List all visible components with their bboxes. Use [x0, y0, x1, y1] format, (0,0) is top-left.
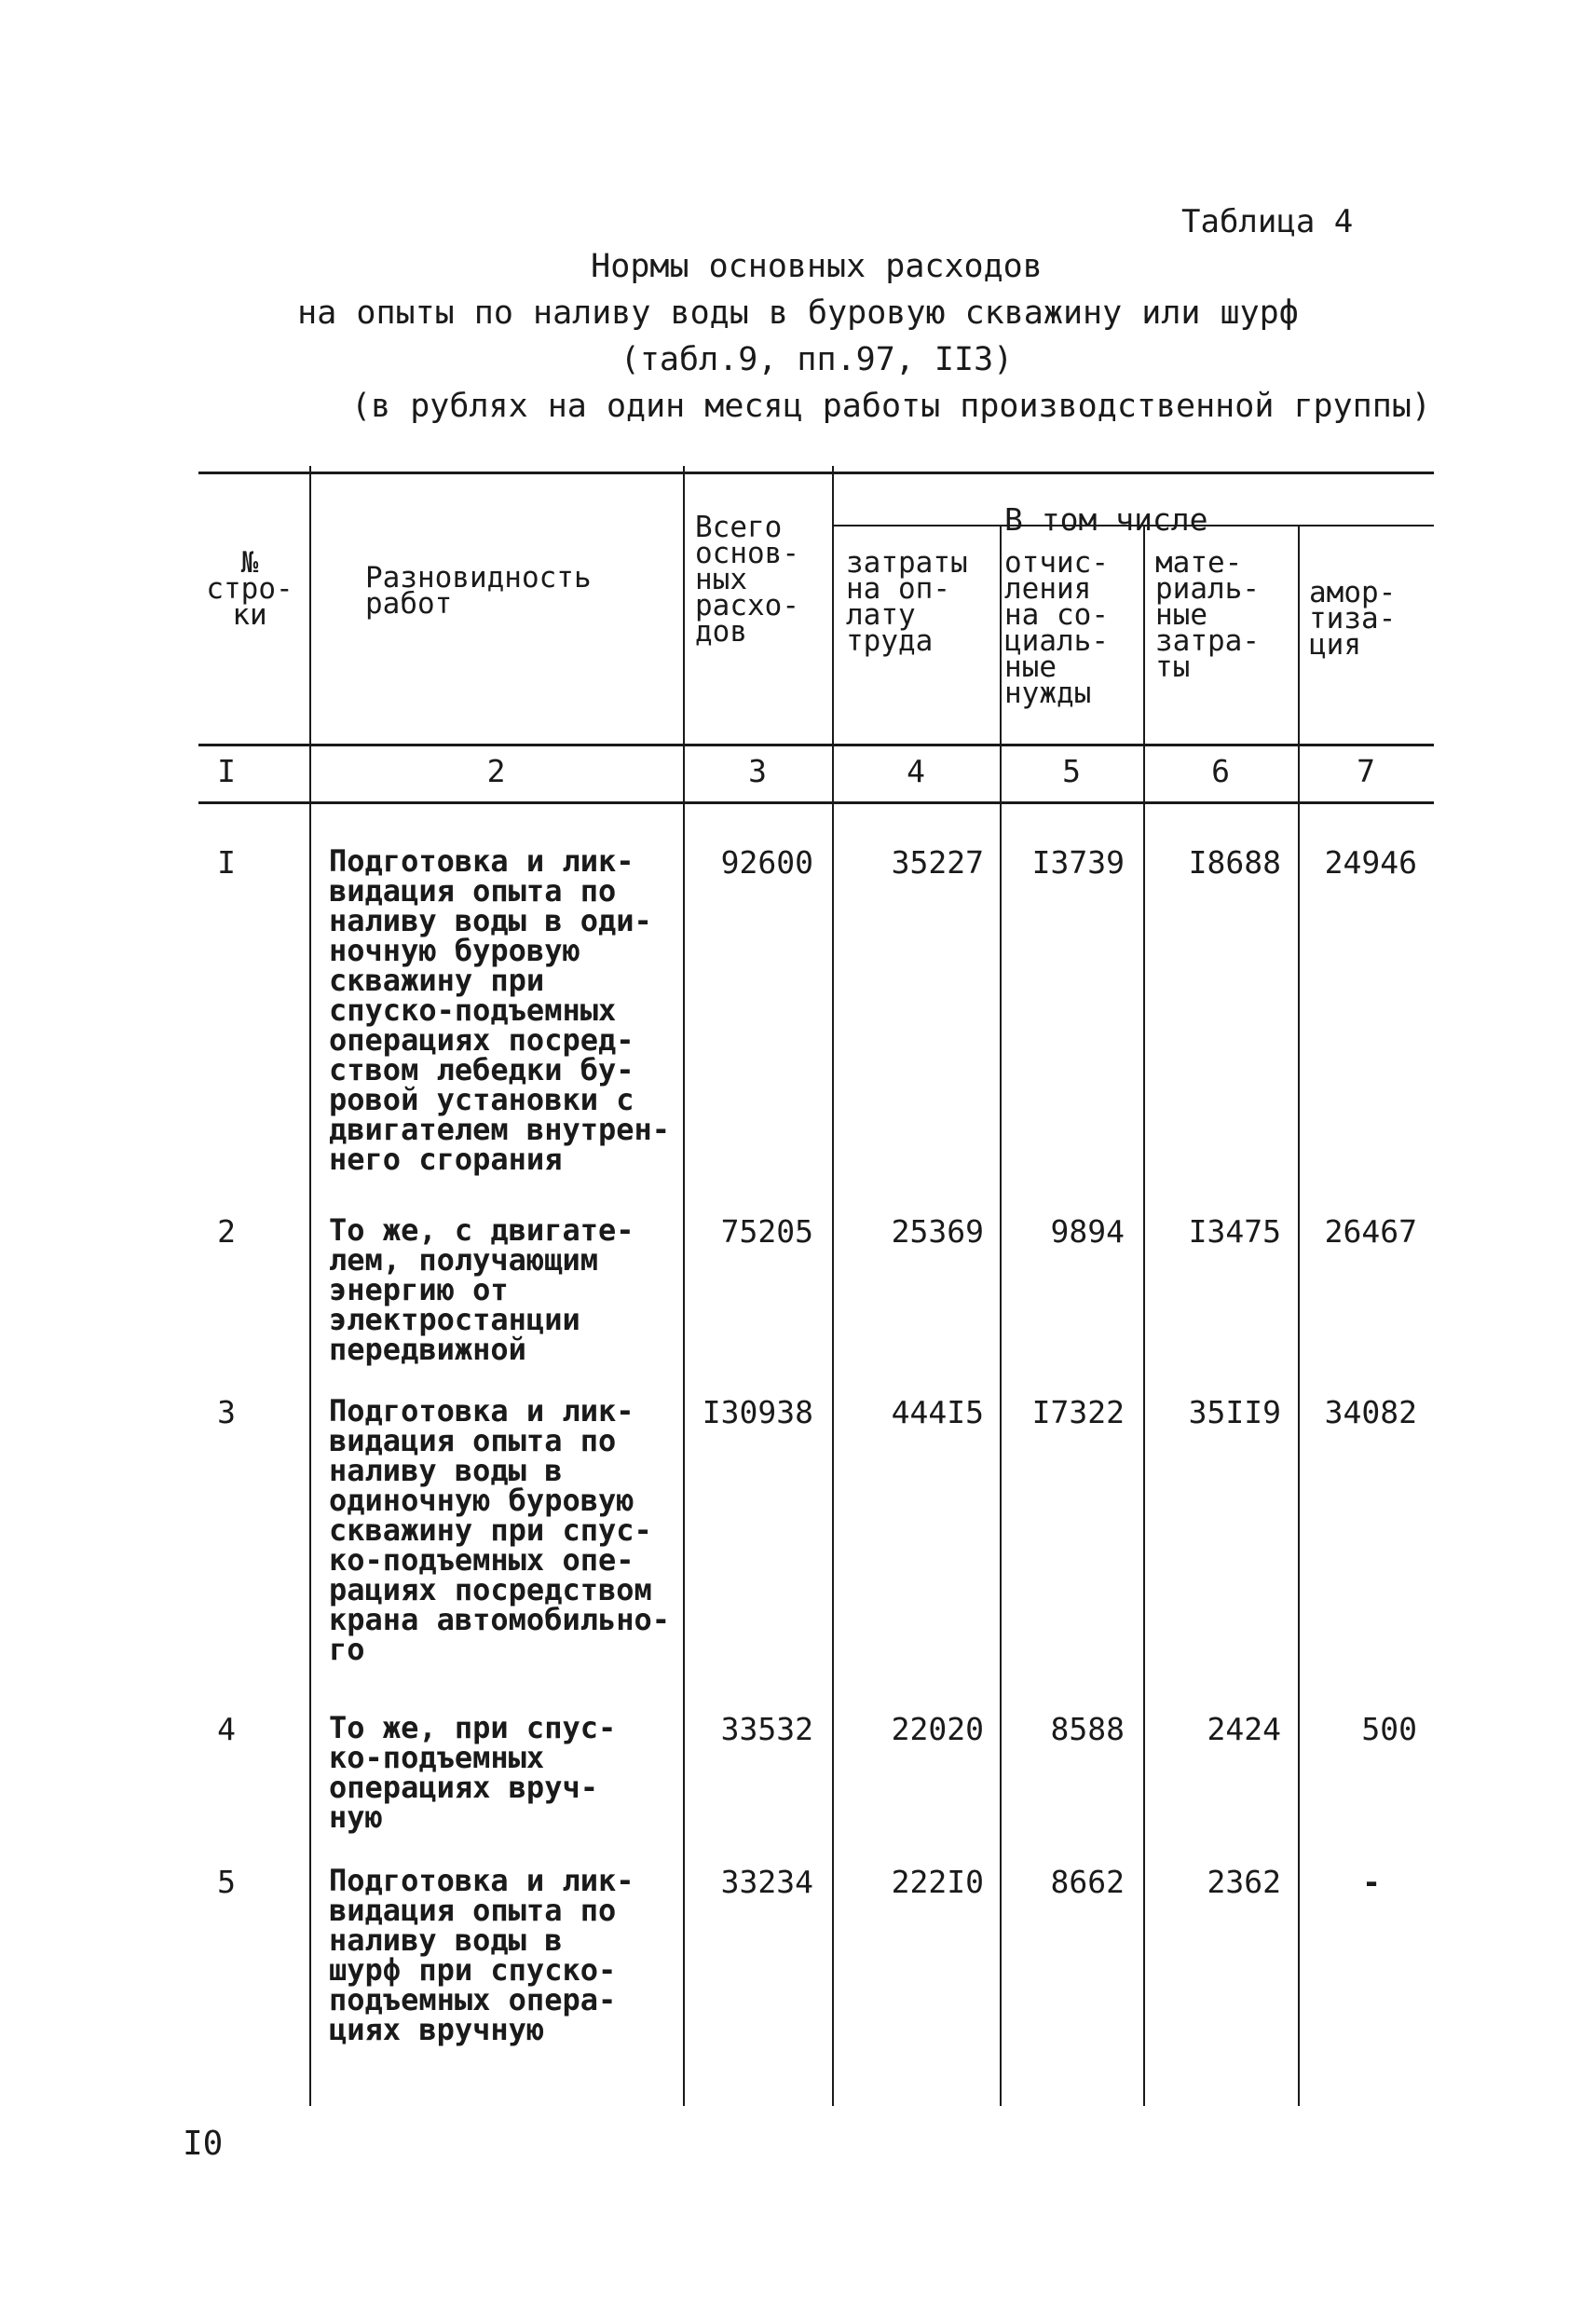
row-description: То же, при спус- ко-подъемных операциях вруч- ную — [329, 1710, 617, 1835]
row-number: 2 — [217, 1213, 236, 1250]
cell-materials: I3475 — [1188, 1213, 1281, 1250]
col-header-3: Всего основ- ных расхо- дов — [695, 511, 799, 649]
rule-header-bottom — [198, 744, 1434, 746]
col-header-2: Разновидность работ — [365, 561, 592, 621]
rule-colnumbers-bottom — [198, 801, 1434, 804]
row-number: 3 — [217, 1394, 236, 1430]
col-number-1: I — [217, 753, 236, 789]
cell-materials: 35II9 — [1188, 1394, 1281, 1430]
cell-labor: 222I0 — [891, 1864, 984, 1900]
row-number: 4 — [217, 1711, 236, 1747]
title-line-3: (табл.9, пп.97, II3) — [620, 341, 1014, 378]
cell-labor: 25369 — [891, 1213, 984, 1250]
vline-3 — [832, 466, 834, 2106]
col-number-5: 5 — [1062, 753, 1081, 789]
col-header-6: мате- риаль- ные затра- ты — [1155, 546, 1260, 684]
vline-1 — [309, 466, 311, 2106]
cell-social: 8588 — [1050, 1711, 1125, 1747]
vline-2 — [683, 466, 685, 2106]
col-number-6: 6 — [1211, 753, 1230, 789]
cell-labor: 35227 — [891, 844, 984, 881]
cell-materials: 2362 — [1207, 1864, 1281, 1900]
row-description: То же, с двигате- лем, получающим энергию от электростанции передвижной — [329, 1212, 634, 1367]
cell-social: I7322 — [1031, 1394, 1125, 1430]
cell-depreciation: 26467 — [1324, 1213, 1417, 1250]
cell-total: 92600 — [720, 844, 813, 881]
title-line-2: на опыты по наливу воды в буровую скважину или шурф — [297, 294, 1299, 332]
cell-labor: 22020 — [891, 1711, 984, 1747]
rule-top — [198, 472, 1434, 474]
cell-total: 33532 — [720, 1711, 813, 1747]
row-number: I — [217, 844, 236, 881]
cell-materials: 2424 — [1207, 1711, 1281, 1747]
col-header-4: затраты на оп- лату труда — [846, 546, 968, 658]
cell-total: I30938 — [702, 1394, 813, 1430]
row-number: 5 — [217, 1864, 236, 1900]
cell-labor: 444I5 — [891, 1394, 984, 1430]
table-label: Таблица 4 — [1181, 203, 1354, 240]
col-number-2: 2 — [486, 753, 506, 789]
cell-materials: I8688 — [1188, 844, 1281, 881]
col-header-7: амор- тиза- ция — [1309, 576, 1397, 662]
title-line-4: (в рублях на один месяц работы производственной группы) — [351, 388, 1431, 425]
page-number: I0 — [183, 2125, 224, 2163]
title-line-1: Нормы основных расходов — [591, 248, 1043, 285]
cell-social: 9894 — [1050, 1213, 1125, 1250]
cell-social: I3739 — [1031, 844, 1125, 881]
cell-depreciation: - — [1362, 1864, 1381, 1900]
col-header-1: № стро- ки — [206, 546, 293, 632]
row-description: Подготовка и лик- видация опыта по наливу воды в одиночную буровую скважину при спус- ко-подъемных опе- рациях посредством крана автомобильно- го — [329, 1393, 671, 1667]
row-description: Подготовка и лик- видация опыта по наливу воды в оди- ночную буровую скважину при спуско-подъемных операциях посред- ством лебедки бу- ровой установки с двигателем внутрен- него сгорания — [329, 843, 671, 1177]
cell-total: 33234 — [720, 1864, 813, 1900]
cell-depreciation: 34082 — [1324, 1394, 1417, 1430]
col-number-7: 7 — [1357, 753, 1375, 789]
col-number-3: 3 — [748, 753, 767, 789]
cell-total: 75205 — [720, 1213, 813, 1250]
cell-social: 8662 — [1050, 1864, 1125, 1900]
col-header-5: отчис- ления на со- циаль- ные нужды — [1004, 546, 1109, 710]
cell-depreciation: 24946 — [1324, 844, 1417, 881]
row-description: Подготовка и лик- видация опыта по наливу воды в шурф при спуско- подъемных опера- циях вручную — [329, 1863, 634, 2047]
col-number-4: 4 — [907, 753, 925, 789]
cell-depreciation: 500 — [1361, 1711, 1417, 1747]
